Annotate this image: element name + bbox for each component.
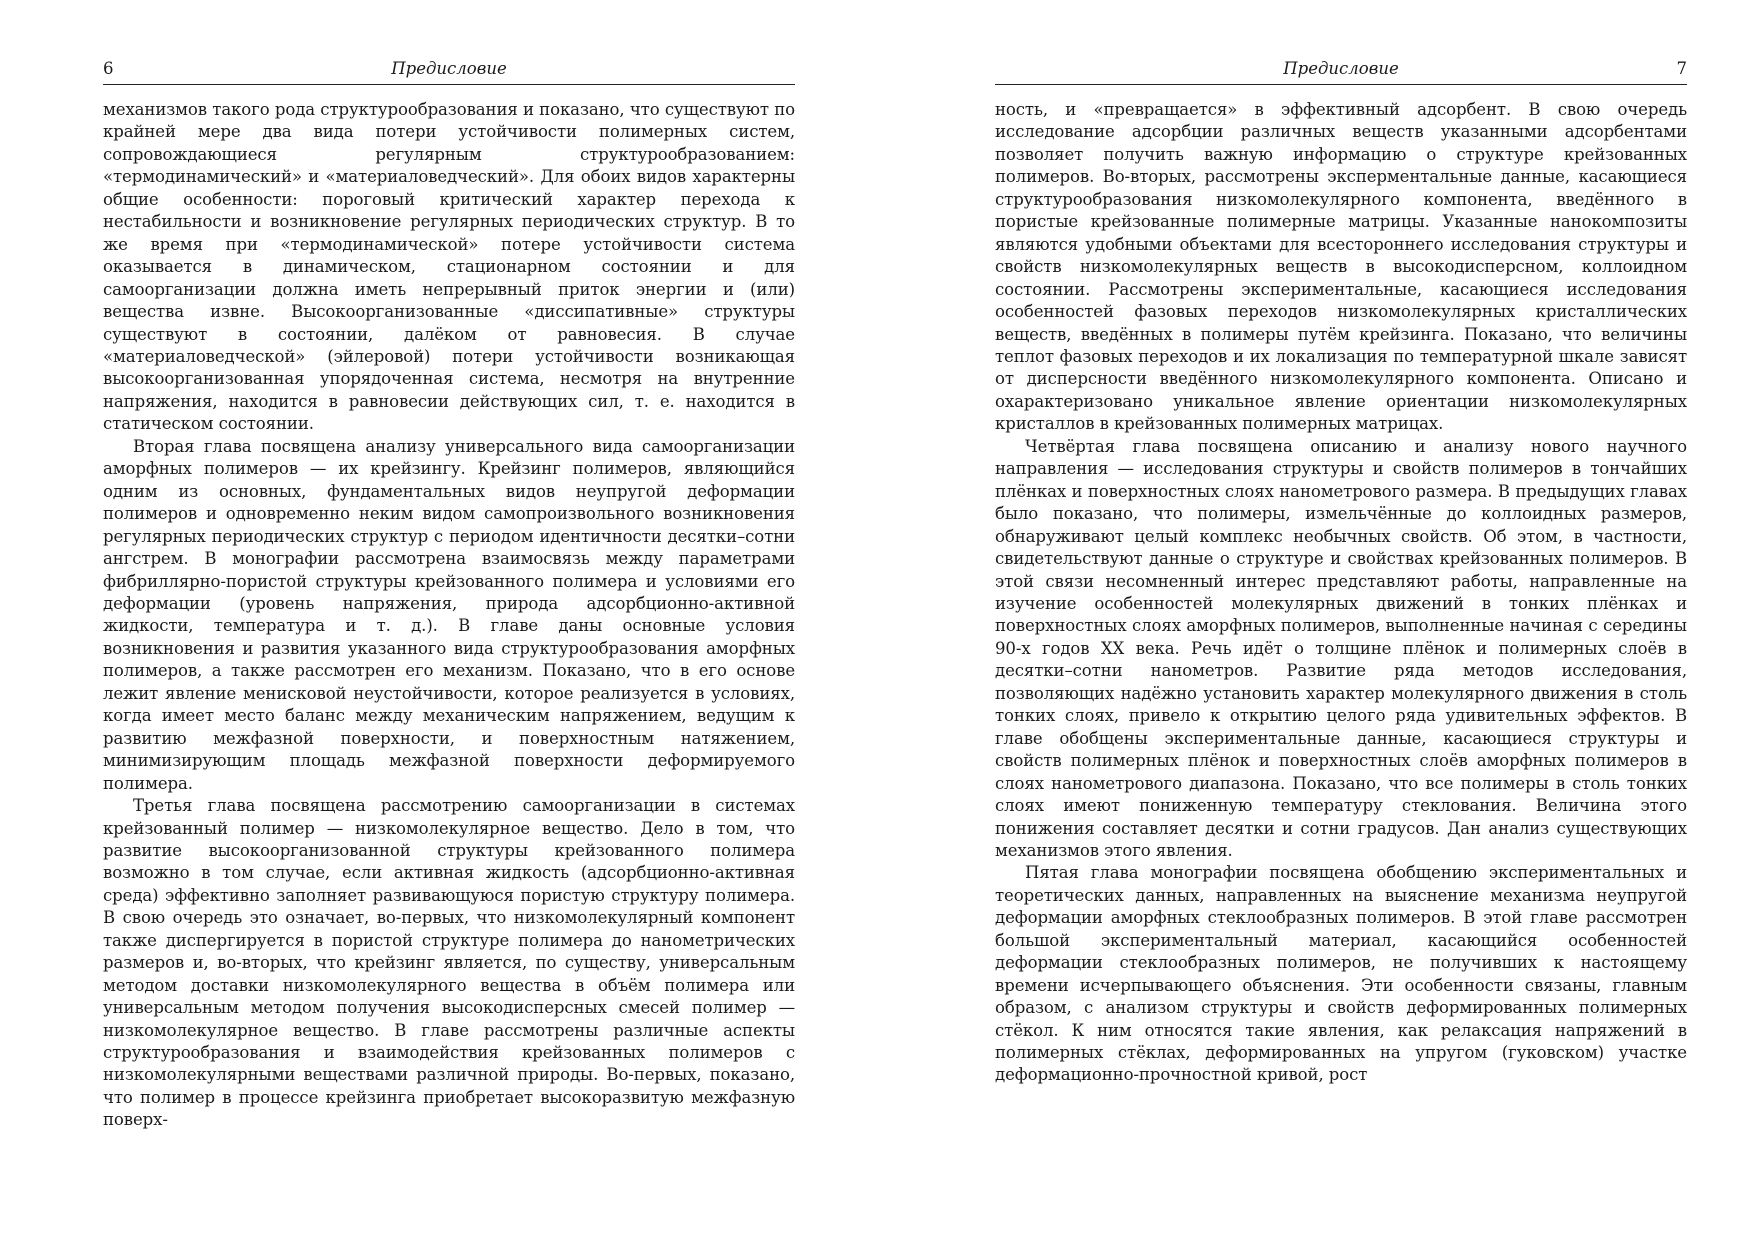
running-head [995,56,1687,85]
body-text [995,99,1687,1087]
right-page [995,56,1687,1087]
paragraph: механизмов такого рода структурообразования и показано, что существуют по крайней мере два вида потери устойчивости полимерных систем, сопровождающиеся регулярным структурообразованием: «термодинамический» и «материаловедческий». Для обоих видов характерны общие особенности: пороговый критический характер перехода к нестабильности и возникновение регулярных периодических структур. В то же время при «термодинамической» потере устойчивости система оказывается в динамическом, стационарном состоянии и для самоорганизации должна иметь непрерывный приток энергии и (или) вещества извне. Высокоорганизованные «диссипативные» структуры существуют в состоянии, далёком от равновесия. В случае «материаловедческой» (эйлеровой) потери устойчивости возникающая высокоорганизованная упорядоченная система, несмотря на внутренние напряжения, находится в равновесии действующих сил, т. е. находится в статическом состоянии. [103,100,795,434]
paragraph: Третья глава посвящена рассмотрению самоорганизации в системах крейзованный полимер — низкомолекулярное вещество. Дело в том, что развитие высокоорганизованной структуры крейзованного полимера возможно в том случае, если активная жидкость (адсорбционно-активная среда) эффективно заполняет развивающуюся пористую структуру полимера. В свою очередь это означает, во-первых, что низкомолекулярный компонент также диспергируется в пористой структуре полимера до нанометрических размеров и, во-вторых, что крейзинг является, по существу, универсальным методом доставки низкомолекулярного вещества в объём полимера или универсальным методом получения высокодисперсных смесей полимер — низкомолекулярное вещество. В главе рассмотрены различные аспекты структурообразования и взаимодействия крейзованных полимеров с низкомолекулярными веществами различной природы. Во-первых, показано, что полимер в процессе крейзинга приобретает высокоразвитую межфазную поверх- [103,796,795,1130]
running-head-title: Предисловие [1283,59,1399,78]
page-number: 6 [103,59,114,78]
paragraph: ность, и «превращается» в эффективный адсорбент. В свою очередь исследование адсорбции различных веществ указанными адсорбентами позволяет получить важную информацию о структуре крейзованных полимеров. Во-вторых, рассмотрены эксперментальные данные, касающиеся структурообразования низкомолекулярного компонента, введённого в пористые крейзованные полимерные матрицы. Указанные нанокомпозиты являются удобными объектами для всестороннего исследования структуры и свойств низкомолекулярных веществ в высокодисперсном, коллоидном состоянии. Рассмотрены экспериментальные, касающиеся исследования особенностей фазовых переходов низкомолекулярных кристаллических веществ, введённых в полимеры путём крейзинга. Показано, что величины теплот фазовых переходов и их локализация по температурной шкале зависят от дисперсности введённого низкомолекулярного компонента. Описано и охарактеризовано уникальное явление ориентации низкомолекулярных кристаллов в крейзованных полимерных матрицах. [995,100,1687,434]
running-head-title: Предисловие [391,59,507,78]
paragraph: Вторая глава посвящена анализу универсального вида самоорганизации аморфных полимеров — их крейзингу. Крейзинг полимеров, являющийся одним из основных, фундаментальных видов неупругой деформации полимеров и одновременно неким видом самопроизвольного возникновения регулярных периодических структур с периодом идентичности десятки–сотни ангстрем. В монографии рассмотрена взаимосвязь между параметрами фибриллярно-пористой структуры крейзованного полимера и условиями его деформации (уровень напряжения, природа адсорбционно-активной жидкости, температура и т. д.). В главе даны основные условия возникновения и развития указанного вида структурообразования аморфных полимеров, а также рассмотрен его механизм. Показано, что в его основе лежит явление мениcковой неустойчивости, которое реализуется в условиях, когда имеет место баланс между механическим напряжением, ведущим к развитию межфазной поверхности, и поверхностным натяжением, минимизирующим площадь межфазной поверхности деформируемого полимера. [103,436,795,793]
page-number: 7 [1676,59,1687,78]
running-head [103,56,795,85]
paragraph: Четвёртая глава посвящена описанию и анализу нового научного направления — исследования структуры и свойств полимеров в тончайших плёнках и поверхностных слоях нанометрового размера. В предыдущих главах было показано, что полимеры, измельчённые до коллоидных размеров, обнаруживают целый комплекс необычных свойств. Об этом, в частности, свидетельствуют данные о структуре и свойствах крейзованных полимеров. В этой связи несомненный интерес представляют работы, направленные на изучение особенностей молекулярных движений в тонких плёнках и поверхностных слоях аморфных полимеров, выполненные начиная с середины 90-х годов XX века. Речь идёт о толщине плёнок и полимерных слоёв в десятки–сотни нанометров. Развитие ряда методов исследования, позволяющих надёжно установить характер молекулярного движения в столь тонких слоях, привело к открытию целого ряда удивительных эффектов. В главе обобщены экспериментальные данные, касающиеся структуры и свойств полимерных плёнок и поверхностных слоёв аморфных полимеров в слоях нанометрового диапазона. Показано, что все полимеры в столь тонких слоях имеют пониженную температуру стеклования. Величина этого понижения составляет десятки и сотни градусов. Дан анализ существующих механизмов этого явления. [995,436,1687,860]
left-page [103,56,795,1132]
body-text [103,99,795,1132]
paragraph: Пятая глава монографии посвящена обобщению экспериментальных и теоретических данных, направленных на выяснение механизма неупругой деформации аморфных стеклообразных полимеров. В этой главе рассмотрен большой экспериментальный материал, касающийся особенностей деформации стеклообразных полимеров, не получивших к настоящему времени исчерпывающего объяснения. Эти особенности связаны, главным образом, с анализом структуры и свойств деформированных полимерных стёкол. К ним относятся такие явления, как релаксация напряжений в полимерных стёклах, деформированных на упругом (гуковском) участке деформационно-прочностной кривой, рост [995,863,1687,1085]
